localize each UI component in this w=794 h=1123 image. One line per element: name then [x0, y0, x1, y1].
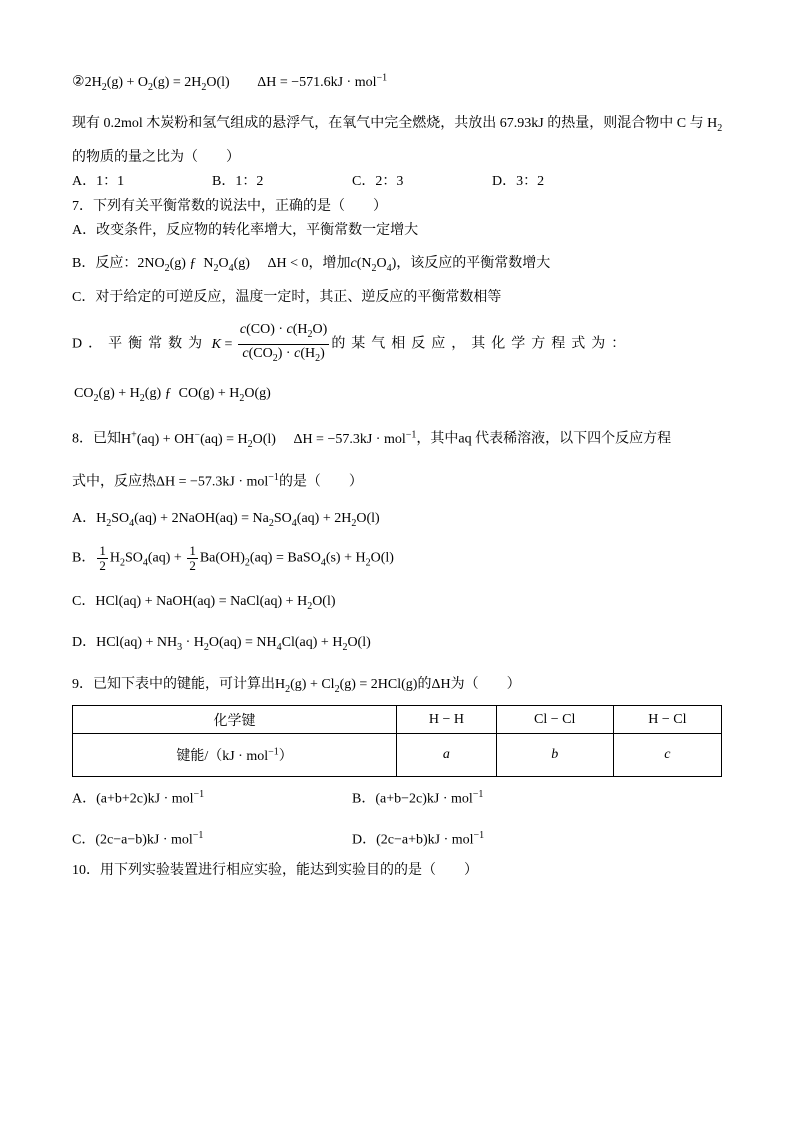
table-header: 化学键: [73, 706, 397, 734]
q8-option-c[interactable]: C．HCl(aq) + NaOH(aq) = NaCl(aq) + $H_2O(l)$: [72, 594, 336, 612]
eq2-dh: ΔH = −571.6kJ · mol: [257, 74, 377, 90]
equation-2: $②2H_2(g) + O_2(g) = 2H_2O(l) \Delta H = -571.6kJ \cdot mol^{-1}$: [72, 72, 388, 93]
q8-option-d[interactable]: D．$HCl(aq) + NH_3 \cdot H_2O(aq) = NH_4Cl(aq) + H_2O(l)$: [72, 635, 371, 653]
q9-option-d[interactable]: D．(2c−a+b)kJ · mol$^{-1}$: [352, 830, 485, 848]
table-cell: c: [613, 734, 721, 777]
q7-option-d[interactable]: D．平衡常数为 K = $\frac{c(CO) \cdot c(H_2O)}{c(CO_2) \cdot c(H_2)}$ 的某气相反应，其化学方程式为：: [72, 321, 631, 368]
table-cell: a: [397, 734, 497, 777]
circle-number: ②: [72, 74, 85, 90]
q9-option-a[interactable]: A．(a+b+2c)kJ · mol$^{-1}$: [72, 789, 205, 807]
bond-energy-table: [72, 705, 722, 777]
q7-option-a[interactable]: A．改变条件，反应物的转化率增大，平衡常数一定增大: [72, 223, 419, 238]
table-cell: 键能/（kJ · mol$^{-1}$）: [73, 734, 397, 777]
table-row: [73, 734, 722, 777]
q8-option-b[interactable]: B． $\frac{1}{2}$ $H_2SO_4(aq)$ + $\frac{1}{2}$ $Ba(OH)_2(aq)$ = BaSO$_4$(s) + $H_2O(l)$: [72, 543, 394, 573]
q6-option-d[interactable]: D．3：2: [492, 174, 545, 189]
q6-option-b[interactable]: B．1：2: [212, 174, 264, 189]
q7-option-c[interactable]: C．对于给定的可逆反应，温度一定时，其正、逆反应的平衡常数相等: [72, 290, 502, 305]
q8-stem: 8．已知$H^+(aq) + OH^-(aq) = H_2O(l) \Delta H = -57.3kJ \cdot mol^{-1}$，其中aq 代表稀溶液，以下四个反应方程: [72, 429, 672, 450]
table-row: [73, 706, 722, 734]
equilibrium-constant-fraction: $\frac{c(CO) \cdot c(H_2O)}{c(CO_2) \cdot c(H_2)}$: [239, 322, 328, 364]
table-header: Cl − Cl: [496, 706, 613, 734]
q9-option-c[interactable]: C．(2c−a−b)kJ · mol$^{-1}$: [72, 830, 204, 848]
q8-option-a[interactable]: A．$H_2SO_4(aq)$ + 2NaOH(aq) = $Na_2SO_4(aq) + 2H_2O(l)$: [72, 511, 380, 529]
q6-text-a: 现有 0.2mol 木炭粉和氢气组成的悬浮气，在氧气中完全燃烧，共放出 67.93kJ 的热量，则混合物中 C 与 $H_2$: [72, 116, 723, 134]
q9-stem: 9．已知下表中的键能，可计算出$H_2(g) + Cl_2(g) = 2HCl(g)$的ΔH为（ ）: [72, 677, 521, 695]
q7-stem: 7．下列有关平衡常数的说法中，正确的是（ ）: [72, 199, 387, 214]
q8-stem-2: 式中，反应热ΔH = −57.3kJ · mol$^{-1}$的是（ ）: [72, 472, 363, 490]
q6-option-c[interactable]: C．2：3: [352, 174, 404, 189]
q10-stem: 10．用下列实验装置进行相应实验，能达到实验目的的是（ ）: [72, 863, 478, 878]
table-header: H − H: [397, 706, 497, 734]
q6-text-b: 的物质的量之比为（ ）: [72, 150, 240, 165]
q9-option-b[interactable]: B．(a+b−2c)kJ · mol$^{-1}$: [352, 789, 484, 807]
q7-option-b[interactable]: B．反应：$2NO_2(g)$ ƒ $N_2O_4(g) \Delta H < 0$，增加$c(N_2O_4)$，该反应的平衡常数增大: [72, 256, 551, 274]
q7-d-equation: $CO_2(g) + H_2(g)$ ƒ $CO(g) + H_2O(g)$: [74, 386, 271, 404]
q6-option-a[interactable]: A．1：1: [72, 174, 125, 189]
table-cell: b: [496, 734, 613, 777]
table-header: H − Cl: [613, 706, 721, 734]
